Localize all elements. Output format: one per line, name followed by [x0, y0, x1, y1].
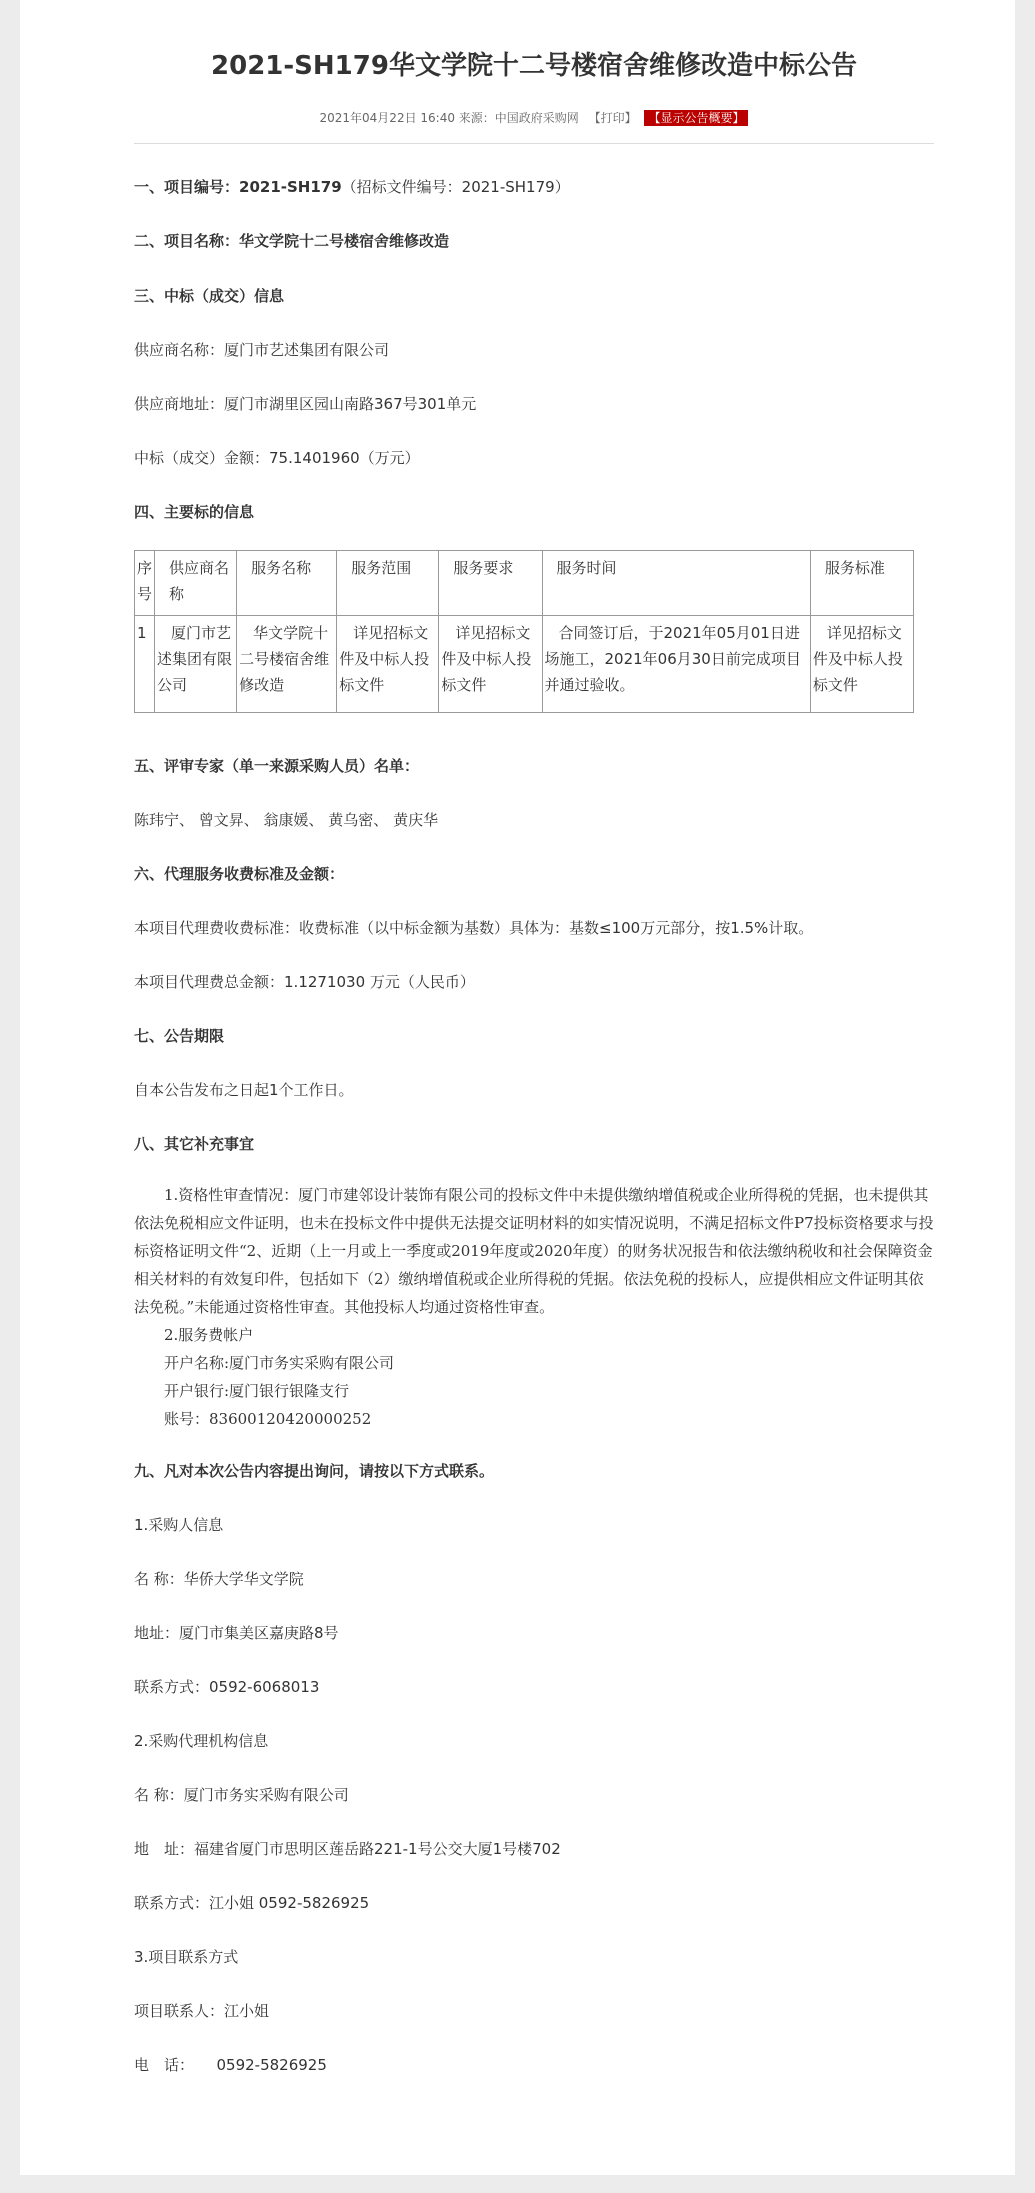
publish-info: 2021年04月22日 16:40 来源：中国政府采购网 [319, 111, 579, 125]
table-header-cell: 供应商名称 [155, 551, 237, 616]
project-name [134, 229, 934, 253]
main-items-table [134, 550, 914, 713]
qualification-review-paragraph: 1.资格性审查情况：厦门市建邻设计装饰有限公司的投标文件中未提供缴纳增值税或企业所得税的凭据，也未提供其依法免税相应文件证明，也未在投标文件中提供无法提交证明材料的如实情况说明，不满足招标文件P7投标资格要求与投标资格证明文件“2、近期（上一月或上一季度或2019年度或2020年度）的财务状况报告和依法缴纳税收和社会保障资金相关材料的有效复印件，包括如下（2）缴纳增值税或企业所得税的凭据。依法免税的投标人，应提供相应文件证明其依法免税。”未能通过资格性审查。其他投标人均通过资格性审查。 [134, 1186, 934, 1316]
project-number-value: 2021-SH179 [239, 178, 342, 196]
supplier-name: 供应商名称：厦门市艺述集团有限公司 [134, 341, 390, 359]
agent-contact: 联系方式：江小姐 0592-5826925 [134, 1894, 370, 1912]
bank-name: 开户银行:厦门银行银隆支行 [164, 1382, 350, 1400]
project-name-value: 华文学院十二号楼宿舍维修改造 [239, 232, 450, 250]
project-name-label: 二、项目名称： [134, 232, 240, 250]
project-contact-person: 项目联系人：江小姐 [134, 2002, 270, 2020]
table-header-cell: 序号 [135, 551, 155, 616]
buyer-info-title: 1.采购人信息 [134, 1516, 224, 1534]
table-cell: 厦门市艺述集团有限公司 [155, 616, 237, 713]
project-contact-title: 3.项目联系方式 [134, 1948, 239, 1966]
buyer-address: 地址：厦门市集美区嘉庚路8号 [134, 1624, 339, 1642]
project-contact-phone: 电 话： 0592-5826925 [134, 2056, 327, 2074]
section-heading-contact: 九、凡对本次公告内容提出询问，请按以下方式联系。 [134, 1462, 495, 1480]
agency-fee-standard: 本项目代理费收费标准：收费标准（以中标金额为基数）具体为：基数≤100万元部分，按1.5%计取。 [134, 919, 814, 937]
table-header-row [135, 551, 914, 616]
page-title: 2021-SH179华文学院十二号楼宿舍维修改造中标公告 [211, 51, 857, 81]
buyer-contact: 联系方式：0592-6068013 [134, 1678, 320, 1696]
page [20, 0, 1015, 2175]
award-amount: 中标（成交）金额：75.1401960（万元） [134, 449, 420, 467]
project-number-label: 一、项目编号： [134, 178, 240, 196]
agent-info-title: 2.采购代理机构信息 [134, 1732, 269, 1750]
print-link[interactable]: 【打印】 [588, 111, 637, 125]
table-cell: 详见招标文件及中标人投标文件 [337, 616, 439, 713]
table-cell: 1 [135, 616, 155, 713]
expert-names: 陈玮宁、 曾文昇、 翁康媛、 黄乌密、 黄庆华 [134, 811, 439, 829]
section-heading-supplementary: 八、其它补充事宜 [134, 1135, 255, 1153]
supplier-address: 供应商地址：厦门市湖里区园山南路367号301单元 [134, 395, 477, 413]
table-cell: 详见招标文件及中标人投标文件 [810, 616, 913, 713]
service-fee-account-title: 2.服务费帐户 [164, 1326, 254, 1344]
divider [134, 143, 934, 144]
show-summary-button[interactable]: 【显示公告概要】 [644, 110, 748, 126]
section-heading-award: 三、中标（成交）信息 [134, 287, 285, 305]
section-heading-experts: 五、评审专家（单一来源采购人员）名单： [134, 757, 420, 775]
table-cell: 详见招标文件及中标人投标文件 [439, 616, 542, 713]
notice-period-text: 自本公告发布之日起1个工作日。 [134, 1081, 354, 1099]
agency-fee-total: 本项目代理费总金额：1.1271030 万元（人民币） [134, 973, 475, 991]
table-cell: 华文学院十二号楼宿舍维修改造 [237, 616, 337, 713]
section-heading-agency-fee: 六、代理服务收费标准及金额： [134, 865, 345, 883]
meta-bar [134, 108, 934, 128]
agent-address: 地 址：福建省厦门市思明区莲岳路221-1号公交大厦1号楼702 [134, 1840, 561, 1858]
table-header-cell: 服务名称 [237, 551, 337, 616]
section-heading-notice-period: 七、公告期限 [134, 1027, 225, 1045]
table-cell: 合同签订后，于2021年05月01日进场施工，2021年06月30日前完成项目并通过验收。 [542, 616, 810, 713]
table-header-cell: 服务时间 [542, 551, 810, 616]
account-name: 开户名称:厦门市务实采购有限公司 [164, 1354, 395, 1372]
buyer-name: 名 称：华侨大学华文学院 [134, 1570, 304, 1588]
table-header-cell: 服务要求 [439, 551, 542, 616]
section-heading-main-items: 四、主要标的信息 [134, 503, 255, 521]
table-header-cell: 服务范围 [337, 551, 439, 616]
agent-name: 名 称：厦门市务实采购有限公司 [134, 1786, 349, 1804]
account-number: 账号：83600120420000252 [164, 1410, 372, 1428]
table-header-cell: 服务标准 [810, 551, 913, 616]
project-number [134, 175, 934, 199]
tender-file-number: （招标文件编号：2021-SH179） [341, 178, 570, 196]
table-row [135, 616, 914, 713]
